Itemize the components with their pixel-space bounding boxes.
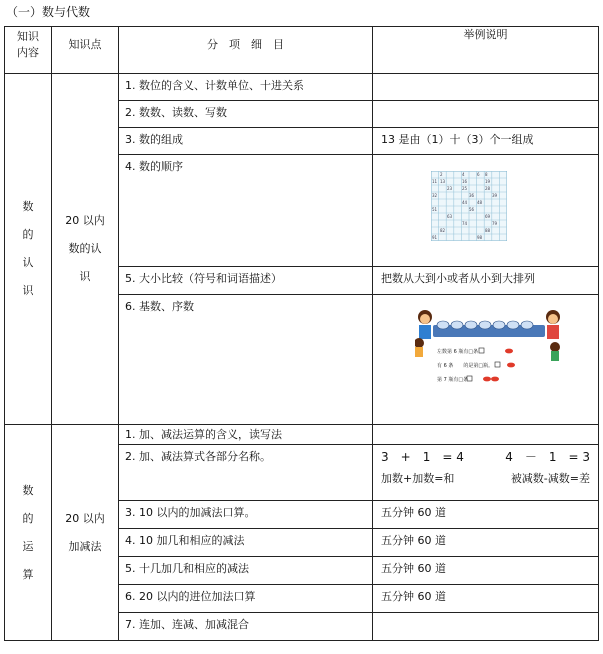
header-content: 知识 内容 xyxy=(5,27,52,74)
svg-text:69: 69 xyxy=(485,214,491,219)
svg-text:16: 16 xyxy=(462,179,468,184)
point-cell-operation: 20 以内 加减法 xyxy=(52,425,119,641)
section-title: （一）数与代数 xyxy=(6,5,91,19)
detail-item: 4. 10 加几和相应的减法 xyxy=(119,529,373,557)
detail-item: 6. 基数、序数 xyxy=(119,295,373,425)
svg-text:19: 19 xyxy=(485,179,491,184)
svg-text:4: 4 xyxy=(462,172,465,177)
detail-item: 2. 加、减法算式各部分名称。 xyxy=(119,445,373,501)
example-cell: 五分钟 60 道 xyxy=(373,557,599,585)
example-cell: 把数从大到小或者从小到大排列 xyxy=(373,267,599,295)
svg-text:51: 51 xyxy=(432,207,438,212)
svg-text:28: 28 xyxy=(485,186,491,191)
svg-text:79: 79 xyxy=(492,221,498,226)
svg-text:11: 11 xyxy=(432,179,438,184)
header-detail: 分 项 细 目 xyxy=(119,27,373,74)
table-row xyxy=(5,74,599,101)
example-cell xyxy=(373,613,599,641)
svg-text:36: 36 xyxy=(469,193,475,198)
subtraction-terms: 被减数-减数=差 xyxy=(510,472,590,485)
svg-text:39: 39 xyxy=(492,193,498,198)
example-cell xyxy=(373,425,599,445)
detail-item: 1. 数位的含义、计数单位、十进关系 xyxy=(119,74,373,101)
svg-text:2: 2 xyxy=(440,172,443,177)
svg-text:25: 25 xyxy=(462,186,468,191)
example-cell xyxy=(373,101,599,128)
addition-equation: 3 + 1 = 4 xyxy=(381,450,464,464)
svg-text:第 7 瓶有□条: 第 7 瓶有□条 xyxy=(437,377,469,383)
svg-text:23: 23 xyxy=(447,186,453,191)
detail-item: 6. 20 以内的进位加法口算 xyxy=(119,585,373,613)
example-cell xyxy=(373,155,599,267)
svg-text:6: 6 xyxy=(477,172,480,177)
example-cell xyxy=(373,295,599,425)
example-cell: 13 是由（1）十（3）个一组成 xyxy=(373,128,599,155)
svg-text:有 6 条 的是第□瓶。: 有 6 条 的是第□瓶。 xyxy=(437,363,494,369)
example-cell xyxy=(373,74,599,101)
svg-text:63: 63 xyxy=(447,214,453,219)
detail-item: 5. 十几加几和相应的减法 xyxy=(119,557,373,585)
example-cell: 五分钟 60 道 xyxy=(373,585,599,613)
svg-text:56: 56 xyxy=(469,207,475,212)
addition-terms: 加数+加数=和 xyxy=(381,472,455,485)
detail-item: 7. 连加、连减、加减混合 xyxy=(119,613,373,641)
svg-text:91: 91 xyxy=(432,235,438,240)
detail-item: 5. 大小比较（符号和词语描述） xyxy=(119,267,373,295)
detail-item: 4. 数的顺序 xyxy=(119,155,373,267)
content-cell-recognition: 数 的 认 识 xyxy=(5,74,52,425)
svg-text:74: 74 xyxy=(462,221,468,226)
example-cell-math xyxy=(373,445,599,501)
point-cell-recognition: 20 以内 数的认 识 xyxy=(52,74,119,425)
svg-text:13: 13 xyxy=(440,179,446,184)
children-queue-illustration xyxy=(415,307,561,391)
header-row xyxy=(5,27,599,74)
header-point: 知识点 xyxy=(52,27,119,74)
table-row xyxy=(5,425,599,445)
svg-text:左数第 6 瓶有□条: 左数第 6 瓶有□条 xyxy=(437,349,479,355)
svg-text:44: 44 xyxy=(462,200,468,205)
hundred-chart-image xyxy=(431,171,507,241)
svg-text:98: 98 xyxy=(477,235,483,240)
svg-text:32: 32 xyxy=(432,193,438,198)
svg-text:48: 48 xyxy=(477,200,483,205)
detail-item: 3. 数的组成 xyxy=(119,128,373,155)
svg-text:88: 88 xyxy=(485,228,491,233)
example-cell: 五分钟 60 道 xyxy=(373,529,599,557)
example-cell: 五分钟 60 道 xyxy=(373,501,599,529)
knowledge-table xyxy=(4,26,599,641)
subtraction-equation: 4 － 1 = 3 xyxy=(505,450,590,464)
detail-item: 3. 10 以内的加减法口算。 xyxy=(119,501,373,529)
detail-item: 2. 数数、读数、写数 xyxy=(119,101,373,128)
svg-text:82: 82 xyxy=(440,228,446,233)
detail-item: 1. 加、减法运算的含义，读写法 xyxy=(119,425,373,445)
header-example: 举例说明 xyxy=(373,27,599,74)
content-cell-operation: 数 的 运 算 xyxy=(5,425,52,641)
svg-text:8: 8 xyxy=(485,172,488,177)
